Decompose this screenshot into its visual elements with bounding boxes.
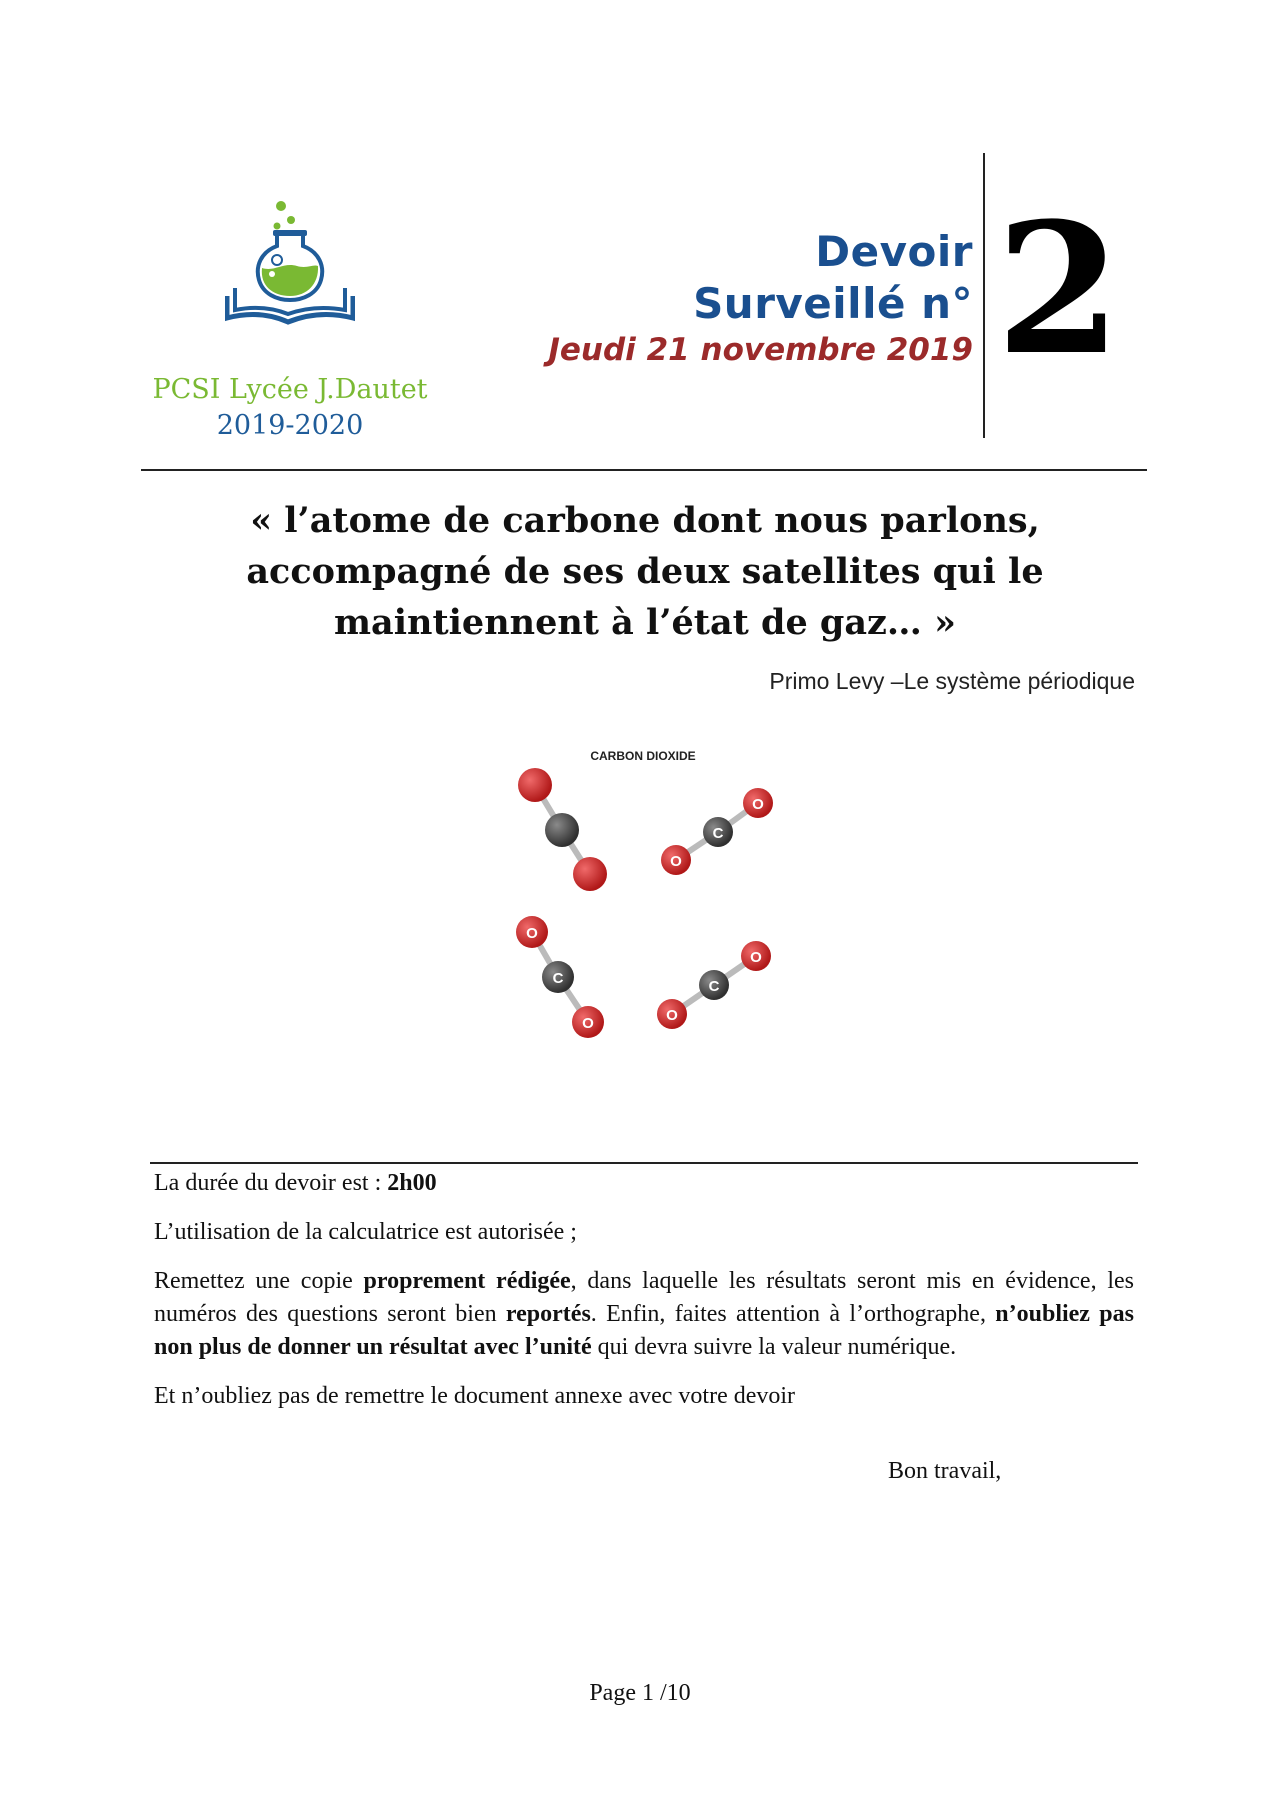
school-info	[150, 372, 430, 444]
instructions-rule	[150, 1162, 1138, 1164]
svg-text:O: O	[750, 949, 762, 966]
quote-line-3: maintiennent à l’état de gaz… »	[334, 602, 956, 643]
duration-line: La durée du devoir est : 2h00	[154, 1170, 437, 1196]
svg-text:C: C	[552, 970, 564, 987]
quote-attribution: Primo Levy –Le système périodique	[769, 668, 1135, 694]
calculator-line: L’utilisation de la calculatrice est autorisée ;	[154, 1219, 577, 1245]
school-name: PCSI Lycée J.Dautet	[152, 374, 428, 405]
svg-text:O: O	[752, 796, 764, 813]
svg-text:O: O	[582, 1015, 594, 1032]
duration-value: 2h00	[387, 1170, 437, 1196]
quote-line-2: accompagné de ses deux satellites qui le	[246, 551, 1044, 592]
header-divider	[983, 153, 985, 438]
co2-molecule-2	[661, 788, 773, 875]
svg-text:C: C	[712, 825, 724, 842]
co2-molecule-3	[516, 916, 604, 1038]
epigraph-quote	[140, 495, 1150, 648]
exam-title	[548, 226, 973, 370]
closing-line: Bon travail,	[888, 1458, 1002, 1484]
exam-instructions	[154, 1167, 1134, 1429]
quote-line-1: « l’atome de carbone dont nous parlons,	[250, 500, 1040, 541]
school-logo	[225, 200, 355, 325]
svg-text:O: O	[670, 853, 682, 870]
co2-molecule-4	[657, 941, 771, 1029]
page-number: Page 1 /10	[589, 1680, 691, 1706]
co2-molecule-1	[518, 768, 607, 891]
school-years: 2019-2020	[216, 410, 364, 441]
exam-date: Jeudi 21 novembre 2019	[548, 332, 973, 368]
title-line-2: Surveillé n°	[693, 279, 973, 328]
svg-text:O: O	[526, 925, 538, 942]
top-rule	[141, 469, 1147, 471]
svg-text:C: C	[708, 978, 720, 995]
figure-caption: CARBON DIOXIDE	[590, 749, 696, 763]
exam-number: 2	[996, 184, 1122, 395]
carbon-dioxide-illustration	[500, 740, 820, 1060]
title-line-1: Devoir	[815, 227, 973, 276]
presentation-paragraph: Remettez une copie proprement rédigée, dans laquelle les résultats seront mis en évidence, les numéros des questions seront bien reportés. Enfin, faites attention à l’orthographe, n’oubliez pas non plus de donner un résultat avec l’unité qui devra suivre la valeur numérique.	[154, 1268, 1134, 1360]
annex-line: Et n’oubliez pas de remettre le document annexe avec votre devoir	[154, 1383, 796, 1409]
svg-text:O: O	[666, 1007, 678, 1024]
